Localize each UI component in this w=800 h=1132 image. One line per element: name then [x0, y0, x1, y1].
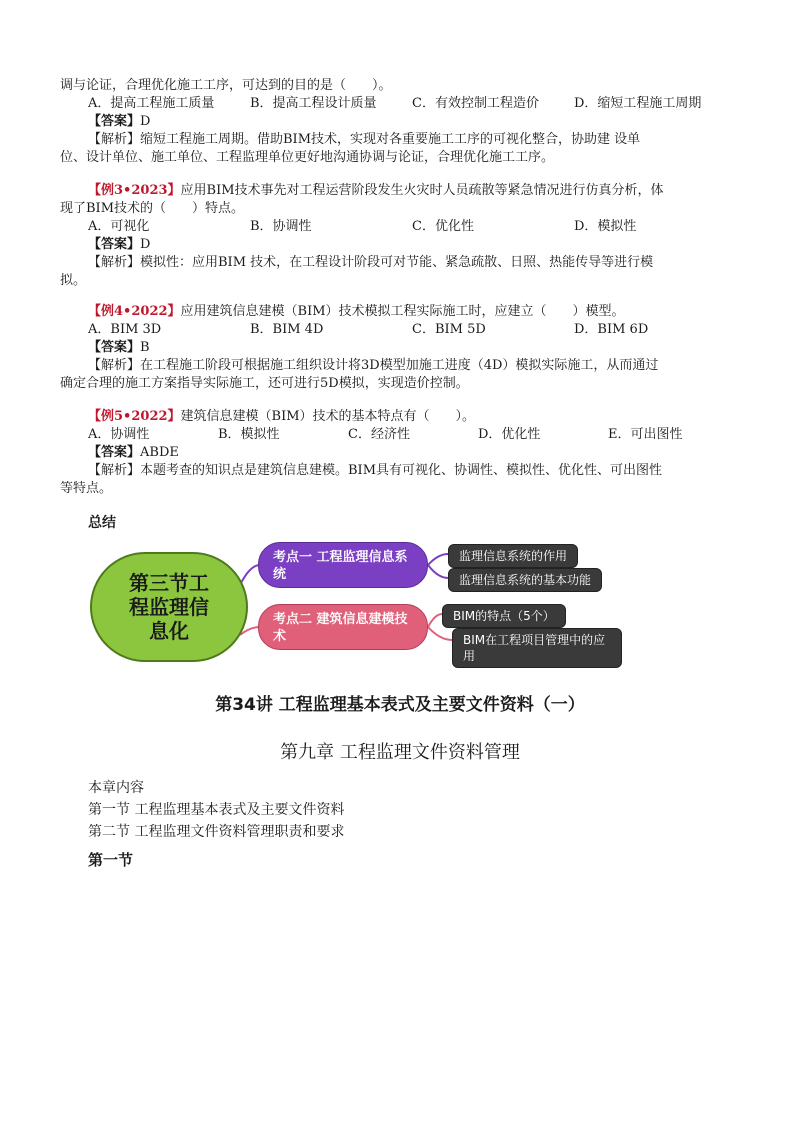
chapter-title: 第九章 工程监理文件资料管理	[280, 742, 520, 763]
q5-analysis-line2: 等特点。	[60, 481, 113, 496]
q5-option-e: E．可出图性	[608, 427, 683, 442]
q2-answer-label: 【答案】	[88, 114, 141, 129]
q5-option-a: A．协调性	[88, 427, 150, 442]
summary-mindmap	[90, 540, 650, 680]
q2-options	[88, 95, 768, 113]
lecture-title: 第34讲 工程监理基本表式及主要文件资料（一）	[215, 695, 585, 715]
q2-option-d: D．缩短工程施工周期	[574, 96, 702, 111]
q4-option-c: C．BIM 5D	[412, 322, 486, 337]
q4-option-d: D．BIM 6D	[574, 322, 649, 337]
q2-analysis-line1: 【解析】缩短工程施工周期。借助BIM技术，实现对各重要施工工序的可视化整合，协助建 设单	[88, 132, 641, 147]
q5-answer-label: 【答案】	[88, 445, 141, 460]
q4-stem-text: 应用建筑信息建模（BIM）技术模拟工程实际施工时，应建立（ ）模型。	[180, 304, 625, 319]
q3-stem-text: 应用BIM技术事先对工程运营阶段发生火灾时人员疏散等紧急情况进行仿真分析，体	[180, 183, 664, 198]
q4-analysis-line1: 【解析】在工程施工阶段可根据施工组织设计将3D模型加施工进度（4D）模拟实际施工，从而通过	[88, 358, 659, 373]
chapter-contents-item-1: 第一节 工程监理基本表式及主要文件资料	[88, 802, 345, 818]
q5-stem-line1	[88, 408, 475, 426]
q5-stem-text: 建筑信息建模（BIM）技术的基本特点有（ ）。	[180, 409, 476, 424]
q3-option-d: D．模拟性	[574, 219, 637, 234]
q4-answer-value: B	[140, 340, 150, 355]
q3-option-c: C．优化性	[412, 219, 474, 234]
q4-options	[88, 321, 768, 339]
q2-option-b: B．提高工程设计质量	[250, 96, 377, 111]
q3-option-a: A．可视化	[88, 219, 150, 234]
q3-stem-line1	[88, 182, 664, 200]
section-heading: 第一节	[88, 851, 134, 869]
q4-option-a: A．BIM 3D	[88, 322, 162, 337]
q3-stem-line2: 现了BIM技术的（ ）特点。	[60, 201, 244, 216]
q5-option-c: C．经济性	[348, 427, 410, 442]
mindmap-branch-1: 考点一 工程监理信息系统	[258, 542, 428, 588]
q2-answer-value: D	[140, 114, 151, 129]
q5-answer-value: ABDE	[140, 445, 179, 460]
chapter-contents-label: 本章内容	[88, 780, 144, 796]
q3-answer-label: 【答案】	[88, 237, 141, 252]
q5-answer	[88, 444, 179, 462]
q4-label: 【例4•2022】	[88, 304, 181, 319]
q2-analysis-line2: 位、设计单位、施工单位、工程监理单位更好地沟通协调与论证，合理优化施工工序。	[60, 150, 555, 165]
mindmap-branch-2: 考点二 建筑信息建模技术	[258, 604, 428, 650]
mindmap-root	[90, 552, 248, 662]
q5-options	[88, 426, 768, 444]
q4-stem-line1	[88, 303, 625, 321]
q5-analysis-line1: 【解析】本题考查的知识点是建筑信息建模。BIM具有可视化、协调性、模拟性、优化性、可出图性	[88, 463, 663, 478]
q4-answer	[88, 339, 150, 357]
summary-title: 总结	[88, 515, 116, 531]
chapter-contents-item-2: 第二节 工程监理文件资料管理职责和要求	[88, 824, 345, 840]
q5-option-b: B．模拟性	[218, 427, 280, 442]
mindmap-leaf-1-2: 监理信息系统的基本功能	[448, 568, 602, 592]
q4-option-b: B．BIM 4D	[250, 322, 324, 337]
q5-option-d: D．优化性	[478, 427, 541, 442]
mindmap-leaf-2-1: BIM的特点（5个）	[442, 604, 566, 628]
mindmap-leaf-2-2: BIM在工程项目管理中的应用	[452, 628, 622, 668]
q3-analysis-line2: 拟。	[60, 273, 87, 288]
q3-label: 【例3•2023】	[88, 183, 181, 198]
q3-answer	[88, 236, 150, 254]
q3-options	[88, 218, 768, 236]
mindmap-root-label: 第三节工程监理信息化	[129, 571, 209, 643]
q5-label: 【例5•2022】	[88, 409, 181, 424]
q3-answer-value: D	[140, 237, 151, 252]
q2-answer	[88, 113, 150, 131]
q3-option-b: B．协调性	[250, 219, 312, 234]
q4-answer-label: 【答案】	[88, 340, 141, 355]
q2-option-a: A．提高工程施工质量	[88, 96, 215, 111]
q2-option-c: C．有效控制工程造价	[412, 96, 539, 111]
q2-stem-tail: 调与论证，合理优化施工工序，可达到的目的是（ ）。	[60, 78, 392, 93]
q3-analysis-line1: 【解析】模拟性：应用BIM 技术，在工程设计阶段可对节能、紧急疏散、日照、热能传导等进行模	[88, 255, 654, 270]
q4-analysis-line2: 确定合理的施工方案指导实际施工，还可进行5D模拟，实现造价控制。	[60, 376, 469, 391]
mindmap-leaf-1-1: 监理信息系统的作用	[448, 544, 578, 568]
